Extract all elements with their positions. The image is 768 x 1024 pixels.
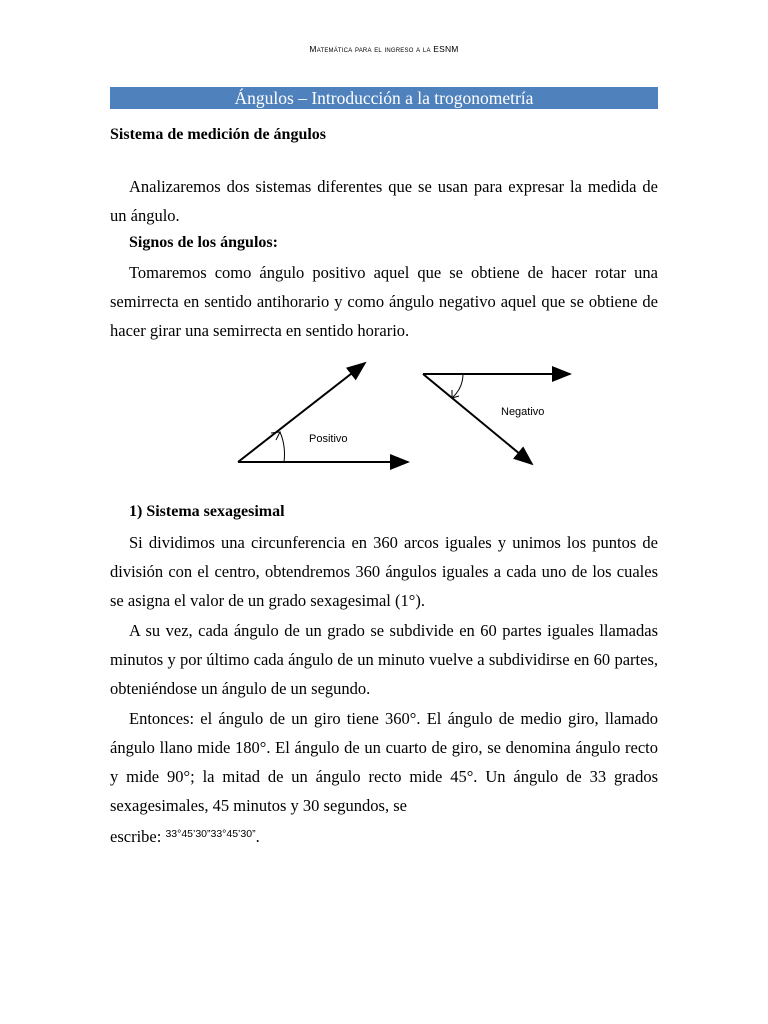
page-header: Matemática para el ingreso a la ESNM [309,44,459,54]
negative-arc [452,374,463,398]
sexagesimal-heading: 1) Sistema sexagesimal [129,503,285,520]
negative-angle-diagram [423,374,570,464]
angle-notation: 33°45’30”33°45’30” [165,828,256,840]
escribe-word: escribe: [110,827,162,846]
intro-paragraph: Analizaremos dos sistemas diferentes que se usan para expresar la medida de un ángulo. [110,177,658,225]
final-period: . [255,827,260,846]
positive-label: Positivo [309,433,348,445]
sexagesimal-paragraph-3-text: Entonces: el ángulo de un giro tiene 360°. El ángulo de medio giro, llamado ángulo llano mide 180°. El ángulo de un cuarto de giro, se denomina ángulo recto y mide 90°; la mitad de un ángulo recto mide 45°. Un ángulo de 33 grados sexagesimales, 45 minutos y 30 segundos, se [110,709,658,815]
sexagesimal-paragraph-2: A su vez, cada ángulo de un grado se subdivide en 60 partes iguales llamadas minutos y por último cada ángulo de un minuto vuelve a subdividirse en 60 partes, obteniéndose un ángulo de un segundo. [110,621,658,698]
positive-angle-diagram [238,363,408,462]
sexagesimal-paragraph-3-last-line [110,820,658,851]
signos-heading: Signos de los ángulos: [129,234,278,251]
sexagesimal-paragraph-3 [110,704,658,851]
signos-paragraph: Tomaremos como ángulo positivo aquel que se obtiene de hacer rotar una semirrecta en sentido antihorario y como ángulo negativo aquel que se obtiene de hacer girar una semirrecta en sentido horario. [110,263,658,340]
page-title: Ángulos – Introducción a la trogonometría [110,87,658,109]
section-heading: Sistema de medición de ángulos [110,126,327,143]
sexagesimal-paragraph-1: Si dividimos una circunferencia en 360 arcos iguales y unimos los puntos de división con el centro, obtendremos 360 ángulos iguales a cada uno de los cuales se asigna el valor de un grado sexagesimal (1°). [110,533,658,610]
positive-arc [280,432,285,462]
negative-label: Negativo [501,406,545,418]
angle-signs-figure [200,350,600,475]
